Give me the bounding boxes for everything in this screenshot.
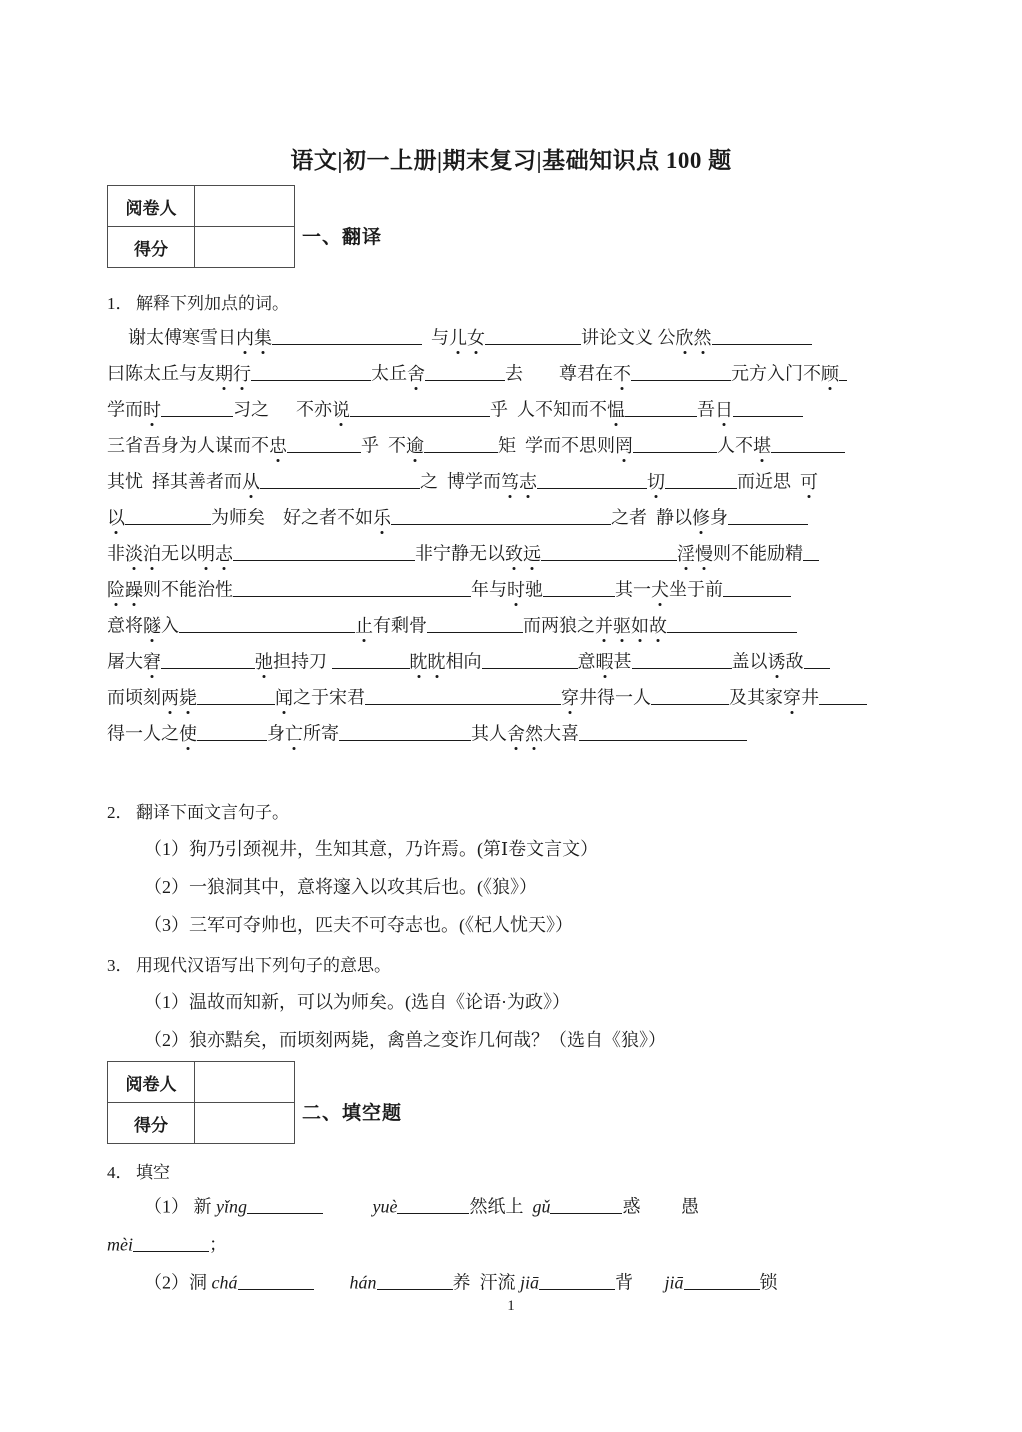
question-3-prompt: 用现代汉语写出下列句子的意思。 <box>136 956 391 975</box>
q1-line-9: 意将隧入 止有剩骨 而两狼之并驱如故 <box>107 615 797 635</box>
question-2-item-2: （2）一狼洞其中，意将邃入以攻其后也。(《狼》） <box>144 877 537 897</box>
question-2-prompt: 翻译下面文言句子。 <box>136 803 289 822</box>
q1-line-2: 曰陈太丘与友期行 太丘舍 去 尊君在不 元方入门不顾 <box>107 363 847 383</box>
score-table-2 <box>107 1061 295 1144</box>
q1-line-1: 谢太傅寒雪日内集 与儿女 讲论文义 公欣然 <box>128 327 812 347</box>
q1-line-11: 而顷刻两毙 闻之于宋君 穿井得一人 及其家穿井 <box>107 687 867 707</box>
q1-line-7: 非淡泊无以明志 非宁静无以致远 淫慢则不能励精 <box>107 543 819 563</box>
q4-line-3: （2）洞 chá hán 养 汗流 jiā 背 jiā 锁 <box>144 1272 778 1293</box>
section-heading-2: 二、填空题 <box>302 1103 403 1124</box>
q4-line-1: （1） 新 yǐng yuè 然纸上 gǔ 惑 愚 <box>144 1196 699 1217</box>
reviewer-value-2[interactable] <box>195 1062 295 1103</box>
question-4-number: 4． <box>107 1163 133 1182</box>
score-value-2[interactable] <box>195 1103 295 1144</box>
table-row <box>108 186 295 227</box>
q1-line-10: 屠大窘 弛担持刀 眈眈相向 意暇甚 盖以诱敌 <box>107 651 830 671</box>
q4-line-2: mèi ； <box>107 1234 227 1255</box>
reviewer-label-1: 阅卷人 <box>108 186 195 227</box>
table-row <box>108 1062 295 1103</box>
page-number: 1 <box>507 1298 515 1314</box>
reviewer-value-1[interactable] <box>195 186 295 227</box>
score-table-1 <box>107 185 295 268</box>
question-3-item-2: （2）狼亦黠矣，而顷刻两毙，禽兽之变诈几何哉？（选自《狼》） <box>144 1030 666 1050</box>
q1-line-12: 得一人之使 身亡所寄 其人舍然大喜 <box>107 723 747 743</box>
reviewer-label-2: 阅卷人 <box>108 1062 195 1103</box>
score-label-2: 得分 <box>108 1103 195 1144</box>
question-3-number: 3． <box>107 956 133 975</box>
question-1-number: 1． <box>107 294 133 313</box>
score-label-1: 得分 <box>108 227 195 268</box>
table-row <box>108 1103 295 1144</box>
question-1-prompt: 解释下列加点的词。 <box>136 294 289 313</box>
page-title: 语文|初一上册|期末复习|基础知识点 100 题 <box>290 148 732 173</box>
question-4-prompt: 填空 <box>136 1163 170 1182</box>
score-value-1[interactable] <box>195 227 295 268</box>
q1-line-8: 险躁则不能治性 年与时驰 其一犬坐于前 <box>107 579 791 599</box>
q1-line-3: 学而时 习之 不亦说 乎 人不知而不愠 吾日 <box>107 399 803 419</box>
question-2-item-1: （1）狗乃引颈视井，生知其意，乃许焉。(第Ⅰ卷文言文） <box>144 839 599 859</box>
q1-line-6: 以 为师矣 好之者不如乐 之者 静以修身 <box>107 507 808 527</box>
table-row <box>108 227 295 268</box>
section-heading-1: 一、翻译 <box>302 227 383 248</box>
question-3-item-1: （1）温故而知新，可以为师矣。(选自《论语·为政》） <box>144 992 570 1012</box>
question-2-number: 2． <box>107 803 133 822</box>
question-2-item-3: （3）三军可夺帅也，匹夫不可夺志也。(《杞人忧天》） <box>144 915 573 935</box>
q1-line-4: 三省吾身为人谋而不忠 乎 不逾 矩 学而不思则罔 人不堪 <box>107 435 845 455</box>
q1-line-5: 其忧 择其善者而从 之 博学而笃志 切 而近思 可 <box>107 471 818 492</box>
